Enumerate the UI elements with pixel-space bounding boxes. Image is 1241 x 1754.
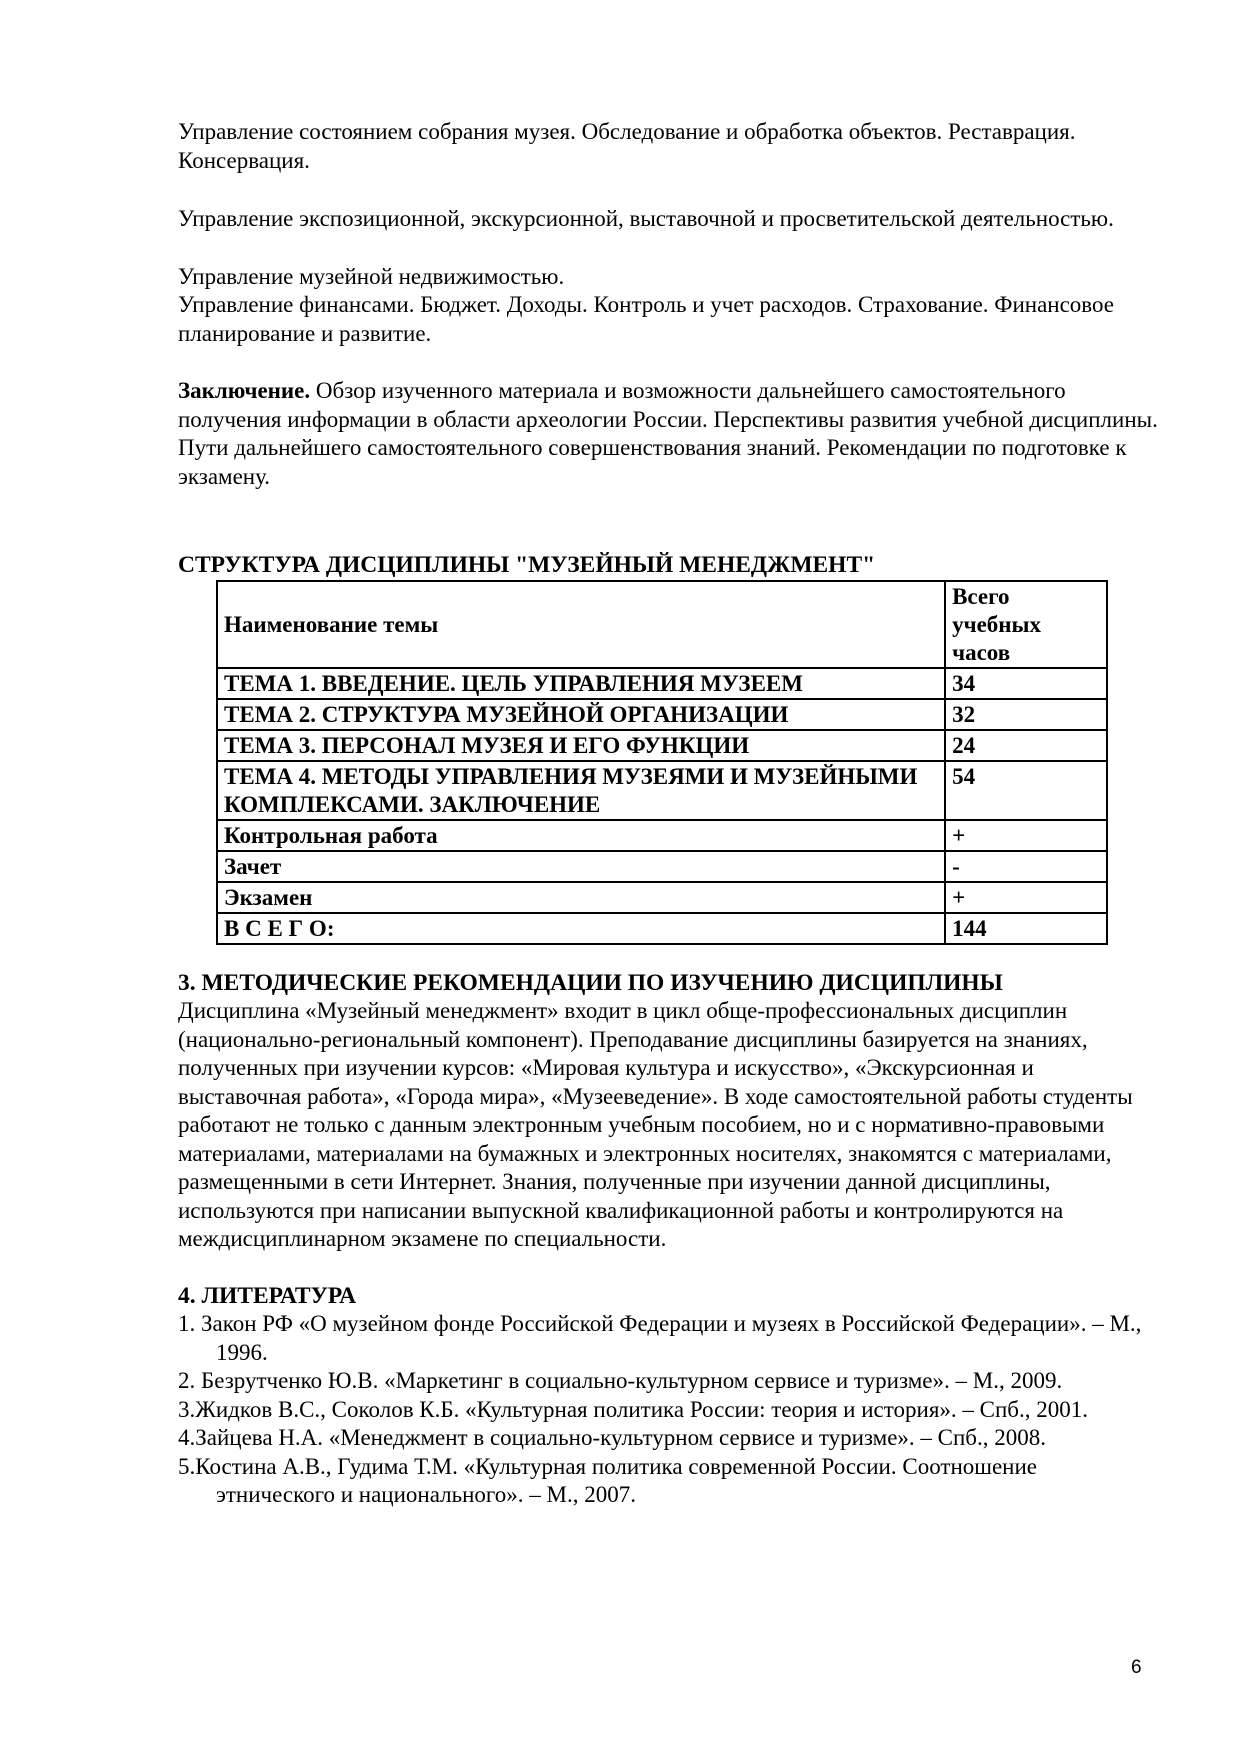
- total-hours: 144: [945, 913, 1107, 944]
- table-row: [217, 851, 1107, 882]
- topic-name: ТЕМА 2. СТРУКТУРА МУЗЕЙНОЙ ОРГАНИЗАЦИИ: [217, 699, 945, 730]
- conclusion-text: Обзор изученного материала и возможности дальнейшего самостоятельного получения информации в области археологии России. Перспективы развития учебной дисциплины. Пути дальнейшего самостоятельного совершенствования знаний. Рекомендации по подготовке к экзамену.: [178, 378, 1158, 489]
- table-row: [217, 820, 1107, 851]
- paragraph-finance-management: Управление финансами. Бюджет. Доходы. Контроль и учет расходов. Страхование. Финансовое планирование и развитие.: [178, 292, 1114, 346]
- table-header-row: [217, 581, 1107, 668]
- topic-hours: 32: [945, 699, 1107, 730]
- literature-item: 5.Костина А.В., Гудима Т.М. «Культурная политика современной России. Соотношение этнического и национального». – М., 2007.: [178, 1453, 1037, 1507]
- topic-name: Контрольная работа: [217, 820, 945, 851]
- topic-hours: 34: [945, 668, 1107, 699]
- methods-title: 3. МЕТОДИЧЕСКИЕ РЕКОМЕНДАЦИИ ПО ИЗУЧЕНИЮ ДИСЦИПЛИНЫ: [178, 969, 1003, 996]
- table-row: [217, 730, 1107, 761]
- literature-item: 1. Закон РФ «О музейном фонде Российской Федерации и музеях в Российской Федерации». – М., 1996.: [178, 1311, 1142, 1365]
- header-topic-name: Наименование темы: [217, 581, 945, 668]
- page-number: 6: [1131, 1657, 1142, 1678]
- page-content: [178, 118, 1158, 1510]
- topic-hours: +: [945, 820, 1107, 851]
- topic-name: ТЕМА 4. МЕТОДЫ УПРАВЛЕНИЯ МУЗЕЯМИ И МУЗЕЙНЫМИ КОМПЛЕКСАМИ. ЗАКЛЮЧЕНИЕ: [217, 761, 945, 820]
- topic-hours: -: [945, 851, 1107, 882]
- header-total-hours: Всего учебных часов: [945, 581, 1107, 668]
- table-row: [217, 699, 1107, 730]
- paragraph-collection-management: Управление состоянием собрания музея. Обследование и обработка объектов. Реставрация. Консервация.: [178, 119, 1076, 173]
- table-row: [217, 668, 1107, 699]
- paragraph-exposition-management: Управление экспозиционной, экскурсионной, выставочной и просветительской деятельностью.: [178, 206, 1114, 231]
- structure-table: [216, 580, 1108, 945]
- topic-name: Экзамен: [217, 882, 945, 913]
- methods-text: Дисциплина «Музейный менеджмент» входит в цикл обще-профессиональных дисциплин (национально-региональный компонент). Преподавание дисциплины базируется на знаниях, полученных при изучении курсов: «Мировая культура и искусство», «Экскурсионная и выставочная работа», «Города мира», «Музееведение». В ходе самостоятельной работы студенты работают не только с данным электронным учебным пособием, но и с нормативно-правовыми материалами, материалами на бумажных и электронных носителях, знакомятся с материалами, размещенными в сети Интернет. Знания, полученные при изучении данной дисциплины, используются при написании выпускной квалификационной работы и контролируются на междисциплинарном экзамене по специальности.: [178, 998, 1133, 1251]
- structure-title: СТРУКТУРА ДИСЦИПЛИНЫ "МУЗЕЙНЫЙ МЕНЕДЖМЕНТ": [178, 552, 876, 578]
- topic-hours: 24: [945, 730, 1107, 761]
- topic-name: ТЕМА 1. ВВЕДЕНИЕ. ЦЕЛЬ УПРАВЛЕНИЯ МУЗЕЕМ: [217, 668, 945, 699]
- literature-title: 4. ЛИТЕРАТУРА: [178, 1282, 357, 1309]
- table-row: [217, 882, 1107, 913]
- paragraph-real-estate-management: Управление музейной недвижимостью.: [178, 263, 565, 289]
- topic-hours: +: [945, 882, 1107, 913]
- topic-hours: 54: [945, 761, 1107, 820]
- table-row-total: [217, 913, 1107, 944]
- topic-name: ТЕМА 3. ПЕРСОНАЛ МУЗЕЯ И ЕГО ФУНКЦИИ: [217, 730, 945, 761]
- literature-item: 2. Безрутченко Ю.В. «Маркетинг в социально-культурном сервисе и туризме». – М., 2009.: [178, 1368, 1063, 1393]
- literature-item: 3.Жидков В.С., Соколов К.Б. «Культурная политика России: теория и история». – Спб., 2001.: [178, 1396, 1088, 1422]
- conclusion-label: Заключение.: [178, 378, 311, 403]
- literature-item: 4.Зайцева Н.А. «Менеджмент в социально-культурном сервисе и туризме». – Спб., 2008.: [178, 1425, 1047, 1450]
- topic-name: Зачет: [217, 851, 945, 882]
- total-label: В С Е Г О:: [217, 913, 945, 944]
- literature-list: [178, 1310, 1158, 1510]
- table-row: [217, 761, 1107, 820]
- paragraph-conclusion: [178, 377, 1158, 491]
